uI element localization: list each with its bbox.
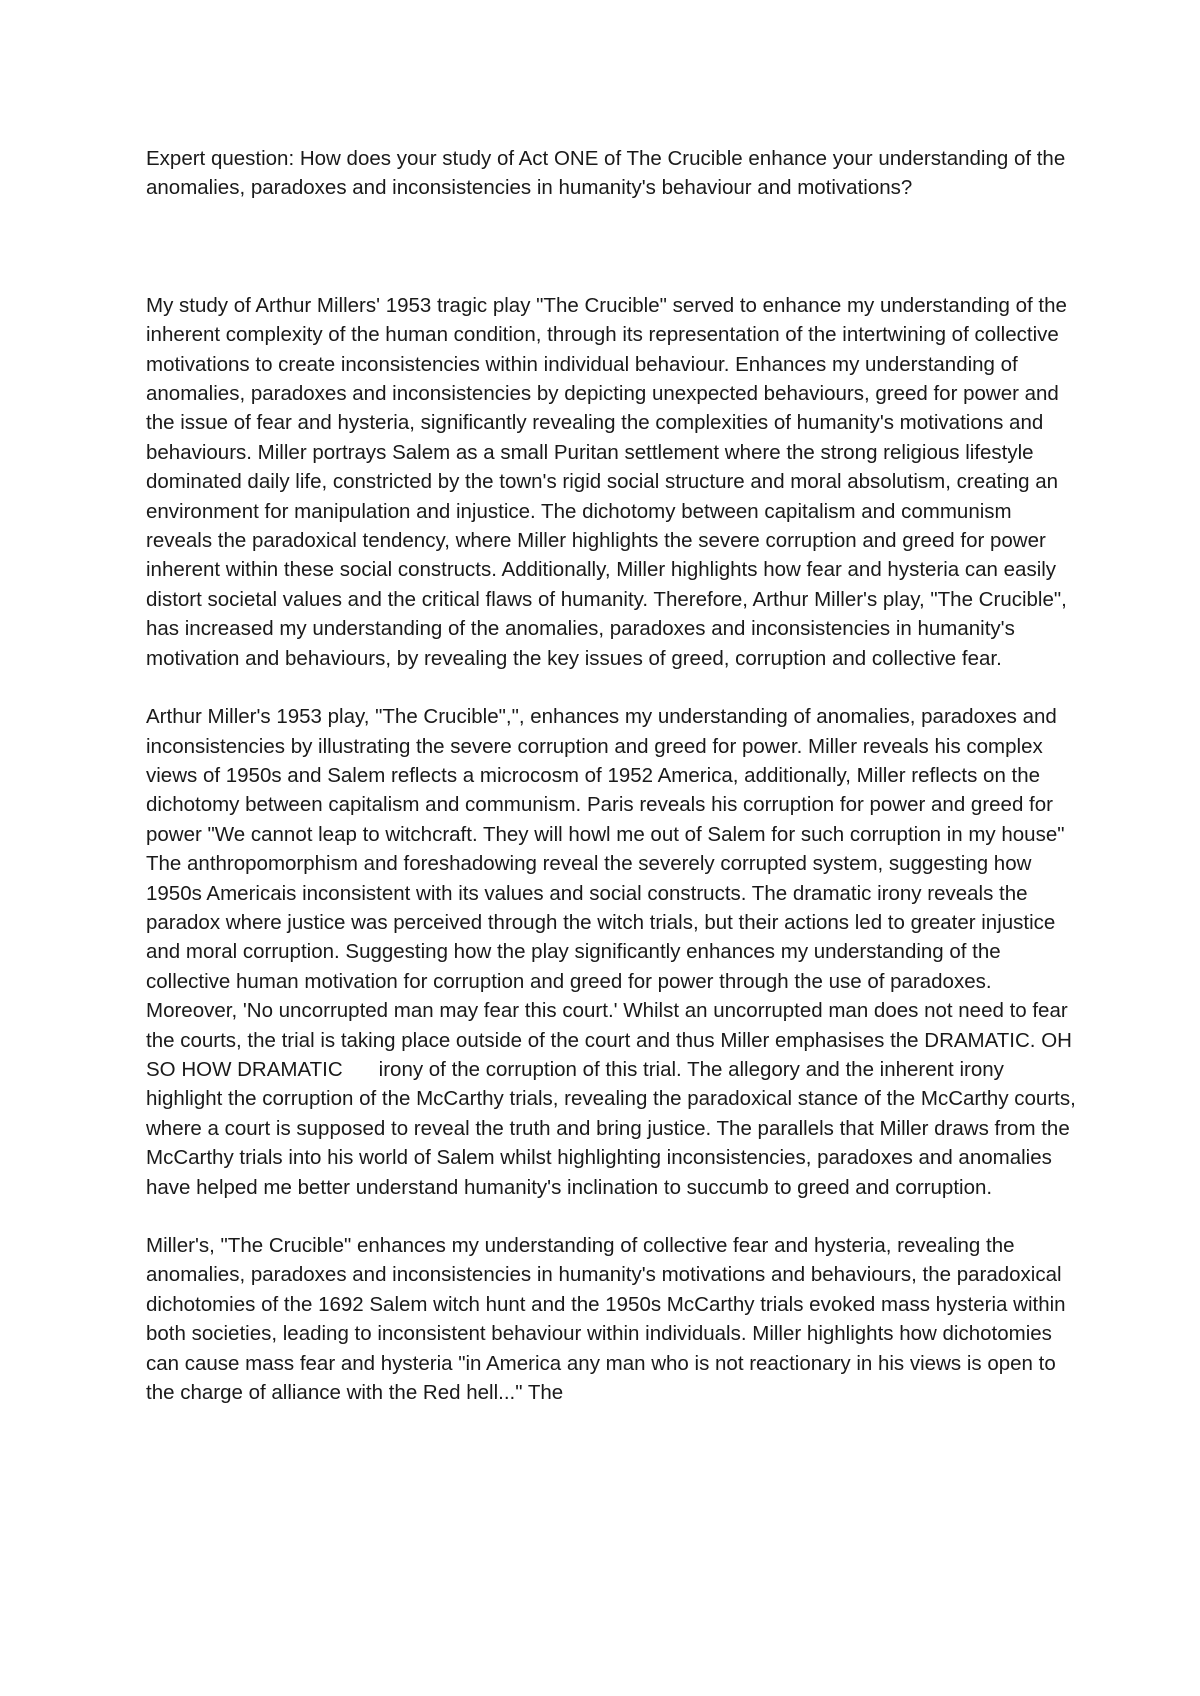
expert-question: Expert question: How does your study of Act ONE of The Crucible enhance your understanding of the anomalies, paradoxes and inconsistencies in humanity's behaviour and motivations? xyxy=(146,147,1066,200)
paragraph-body-corruption-part-1: Arthur Miller's 1953 play, "The Crucible",", enhances my understanding of anomalies, paradoxes and inconsistencies by illustrating the severe corruption and greed for power. Miller reveals his complex views of 1950s and Salem reflects a microcosm of 1952 America, additionally, Miller reflects on the dichotomy between capitalism and communism. Paris reveals his corruption for power and greed for power "We cannot leap to witchcraft. They will howl me out of Salem for such corruption in my house" The anthropomorphism and foreshadowing reveal the severely corrupted system, suggesting how 1950s Americais inconsistent with its values and social constructs. The dramatic irony reveals the paradox where justice was perceived through the witch trials, but their actions led to greater injustice and moral corruption. Suggesting how the play significantly enhances my understanding of the collective human motivation for corruption and greed for power through the use of paradoxes. Moreover, 'No uncorrupted man may fear this court.' Whilst an uncorrupted man does not need to fear the courts, the trial is taking place outside of the court and thus Miller emphasises the DRAMATIC. OH SO HOW DRAMATIC xyxy=(146,705,1072,1081)
section-spacer xyxy=(146,203,1076,291)
paragraph-body-corruption xyxy=(146,702,1076,1202)
paragraph-spacer xyxy=(146,1202,1076,1231)
paragraph-spacer xyxy=(146,673,1076,702)
document-body xyxy=(146,144,1076,1407)
paragraph-body-hysteria: Miller's, "The Crucible" enhances my understanding of collective fear and hysteria, revealing the anomalies, paradoxes and inconsistencies in humanity's motivations and behaviours, the paradoxical dichotomies of the 1692 Salem witch hunt and the 1950s McCarthy trials evoked mass hysteria within both societies, leading to inconsistent behaviour within individuals. Miller highlights how dichotomies can cause mass fear and hysteria "in America any man who is not reactionary in his views is open to the charge of alliance with the Red hell..." The xyxy=(146,1234,1066,1405)
paragraph-body-corruption-part-2: irony of the corruption of this trial. The allegory and the inherent irony highlight the corruption of the McCarthy trials, revealing the paradoxical stance of the McCarthy courts, where a court is supposed to reveal the truth and bring justice. The parallels that Miller draws from the McCarthy trials into his world of Salem whilst highlighting inconsistencies, paradoxes and anomalies have helped me better understand humanity's inclination to succumb to greed and corruption. xyxy=(146,1057,1076,1199)
paragraph-introduction: My study of Arthur Millers' 1953 tragic play "The Crucible" served to enhance my understanding of the inherent complexity of the human condition, through its representation of the intertwining of collective motivations to create inconsistencies within individual behaviour. Enhances my understanding of anomalies, paradoxes and inconsistencies by depicting unexpected behaviours, greed for power and the issue of fear and hysteria, significantly revealing the complexities of humanity's motivations and behaviours. Miller portrays Salem as a small Puritan settlement where the strong religious lifestyle dominated daily life, constricted by the town's rigid social structure and moral absolutism, creating an environment for manipulation and injustice. The dichotomy between capitalism and communism reveals the paradoxical tendency, where Miller highlights the severe corruption and greed for power inherent within these social constructs. Additionally, Miller highlights how fear and hysteria can easily distort societal values and the critical flaws of humanity. Therefore, Arthur Miller's play, "The Crucible", has increased my understanding of the anomalies, paradoxes and inconsistencies in humanity's motivation and behaviours, by revealing the key issues of greed, corruption and collective fear. xyxy=(146,293,1067,670)
